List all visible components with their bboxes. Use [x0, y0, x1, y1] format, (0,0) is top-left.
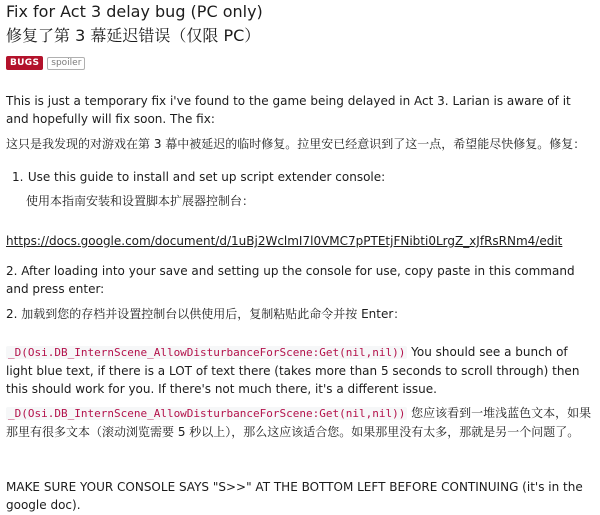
guide-link[interactable]: https://docs.google.com/document/d/1uBj2WclmI7l0VMC7pPTEtjFNibti0LrgZ_xJfRsRNm4/edit: [6, 234, 563, 248]
spoiler-tag[interactable]: spoiler: [47, 57, 85, 70]
flair-badge[interactable]: BUGS: [6, 56, 43, 70]
command-code[interactable]: _D(Osi.DB_InternScene_AllowDisturbanceForScene:Get(nil,nil)): [8, 346, 406, 359]
step2-zh: 2. 加载到您的存档并设置控制台以供使用后，复制粘贴此命令并按 Enter：: [6, 307, 406, 321]
result-en-text: You should see a bunch of light blue text, if there is a LOT of text there (takes more than 5 seconds to scroll through) then this should work for you. If there's not much there, it's a different issue.: [6, 345, 580, 396]
post-tags: [6, 55, 592, 71]
post-title-en[interactable]: Fix for Act 3 delay bug (PC only): [6, 2, 263, 21]
step1-number: 1.: [12, 170, 24, 184]
post-title-zh[interactable]: 修复了第 3 幕延迟错误（仅限 PC）: [6, 26, 261, 45]
step2-en: 2. After loading into your save and setting up the console for use, copy paste in this command and press enter:: [6, 264, 575, 296]
step1-text: Use this guide to install and set up script extender console:: [27, 170, 386, 184]
warning-en: MAKE SURE YOUR CONSOLE SAYS "S>>" AT THE BOTTOM LEFT BEFORE CONTINUING (it's in the google doc).: [6, 480, 583, 512]
intro-zh: 这只是我发现的对游戏在第 3 幕中被延迟的临时修复。拉里安已经意识到了这一点，希望能尽快修复。修复：: [6, 137, 586, 151]
result-en: [6, 343, 592, 398]
guide-link-row: [6, 232, 592, 250]
step1-en: [12, 168, 582, 186]
intro-en: This is just a temporary fix i've found to the game being delayed in Act 3. Larian is aware of it and hopefully will fix soon. The fix:: [6, 94, 571, 126]
result-zh: [6, 404, 592, 441]
post: [6, 0, 592, 512]
result-zh-text: 您应该看到一堆浅蓝色文本，如果那里有很多文本（滚动浏览需要 5 秒以上），那么这应该适合您。如果那里没有太多，那就是另一个问题了。: [6, 406, 592, 439]
command-code-2[interactable]: _D(Osi.DB_InternScene_AllowDisturbanceForScene:Get(nil,nil)): [8, 407, 406, 420]
step1-zh: 使用本指南安装和设置脚本扩展器控制台：: [26, 194, 255, 208]
